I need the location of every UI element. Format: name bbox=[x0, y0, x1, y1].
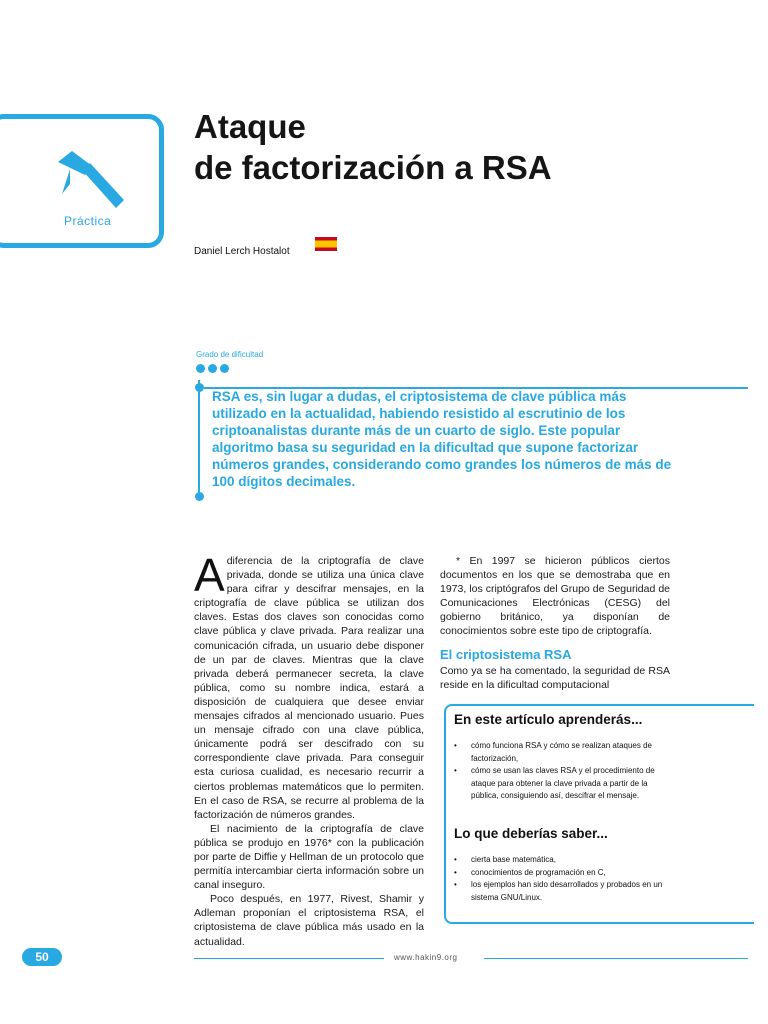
hammer-icon bbox=[52, 148, 130, 214]
list-item: • conocimientos de programación en C, bbox=[454, 867, 670, 880]
body-column-1 bbox=[194, 549, 424, 949]
section-label: Práctica bbox=[64, 214, 112, 228]
body-paragraph-text: diferencia de la criptografía de clave privada, donde se utiliza una única clave para cifrar y descifrar mensajes, en la criptografía de clave pública se utilizan dos claves. Estas dos claves son conocidas como clave pública y clave privada. Para realizar una comunicación cifrada, un usuario debe disponer de un par de claves. Mientras que la clave privada deberá permanecer secreta, la clave pública, como su nombre indica, estará a disposición de cualquiera que desee enviar mensajes cifrados al mencionado usuario. Pues un mensaje cifrado con una clave pública, únicamente podrá ser descifrado con su correspondiente clave privada. Para conseguir esta curiosa cualidad, es necesario recurrir a ciertos problemas matemáticos que lo permiten. En el caso de RSA, se recurre al problema de la factorización de números grandes. bbox=[194, 555, 424, 821]
lead-frame-dot bbox=[195, 492, 204, 501]
difficulty-dot bbox=[208, 364, 217, 373]
footer-rule bbox=[484, 958, 748, 959]
list-item: • cómo se usan las claves RSA y el procedimiento de ataque para obtener la clave privada a partir de la pública, consiguiendo así, descifrar el mensaje. bbox=[454, 765, 670, 803]
body-paragraph: Poco después, en 1977, Rivest, Shamir y Adleman proponían el criptosistema RSA, el criptosistema de clave pública más usado en la actualidad. bbox=[194, 893, 424, 948]
footnote: * En 1997 se hicieron públicos ciertos documentos en los que se demostraba que en 1973, los criptógrafos del Grupo de Seguridad de Comunicaciones Electrónicas (CESG) del gobierno británico, ya disponían de conocimientos sobre este tipo de criptografía. bbox=[440, 555, 670, 638]
list-item: • cierta base matemática, bbox=[454, 854, 670, 867]
page-number: 50 bbox=[22, 948, 62, 966]
learn-list bbox=[454, 740, 670, 803]
difficulty-dot bbox=[220, 364, 229, 373]
lead-paragraph: RSA es, sin lugar a dudas, el criptosistema de clave pública más utilizado en la actualidad, habiendo resistido al escrutinio de los criptoanalistas durante más de un cuarto de siglo. Este popular algoritmo basa su seguridad en la dificultad que supone factorizar números grandes, considerando como grandes los números de más de 100 dígitos decimales. bbox=[212, 389, 672, 489]
drop-cap: A bbox=[194, 549, 225, 601]
footer-url: www.hakin9.org bbox=[394, 953, 458, 962]
body-paragraph: Como ya se ha comentado, la seguridad de RSA reside en la dificultad computacional bbox=[440, 665, 670, 692]
page-title bbox=[194, 106, 552, 188]
body-paragraph: El nacimiento de la criptografía de clave pública se produjo en 1976* con la publicación por parte de Diffie y Hellman de un protocolo que permitía intercambiar cierta información sobre un canal inseguro. bbox=[194, 822, 424, 892]
list-item: • cómo funciona RSA y cómo se realizan ataques de factorización, bbox=[454, 740, 670, 765]
info-box-heading-prereq: Lo que deberías saber... bbox=[454, 826, 608, 841]
body-column-2 bbox=[440, 554, 670, 639]
body-paragraph bbox=[194, 549, 424, 822]
body-column-2-continued bbox=[440, 664, 670, 692]
footer-rule bbox=[194, 958, 384, 959]
prereq-list bbox=[454, 854, 670, 904]
title-line-1: Ataque bbox=[194, 108, 306, 145]
lead-frame-dot bbox=[195, 383, 204, 392]
info-box-heading-learn: En este artículo aprenderás... bbox=[454, 712, 643, 727]
difficulty-dot bbox=[196, 364, 205, 373]
lead-frame-left bbox=[198, 380, 200, 496]
subheading: El criptosistema RSA bbox=[440, 647, 572, 662]
list-item: • los ejemplos han sido desarrollados y probados en un sistema GNU/Linux. bbox=[454, 879, 670, 904]
author-name: Daniel Lerch Hostalot bbox=[194, 246, 290, 257]
difficulty-label: Grado de dificultad bbox=[196, 350, 264, 359]
title-line-2: de factorización a RSA bbox=[194, 149, 552, 186]
spain-flag-icon bbox=[315, 237, 337, 251]
